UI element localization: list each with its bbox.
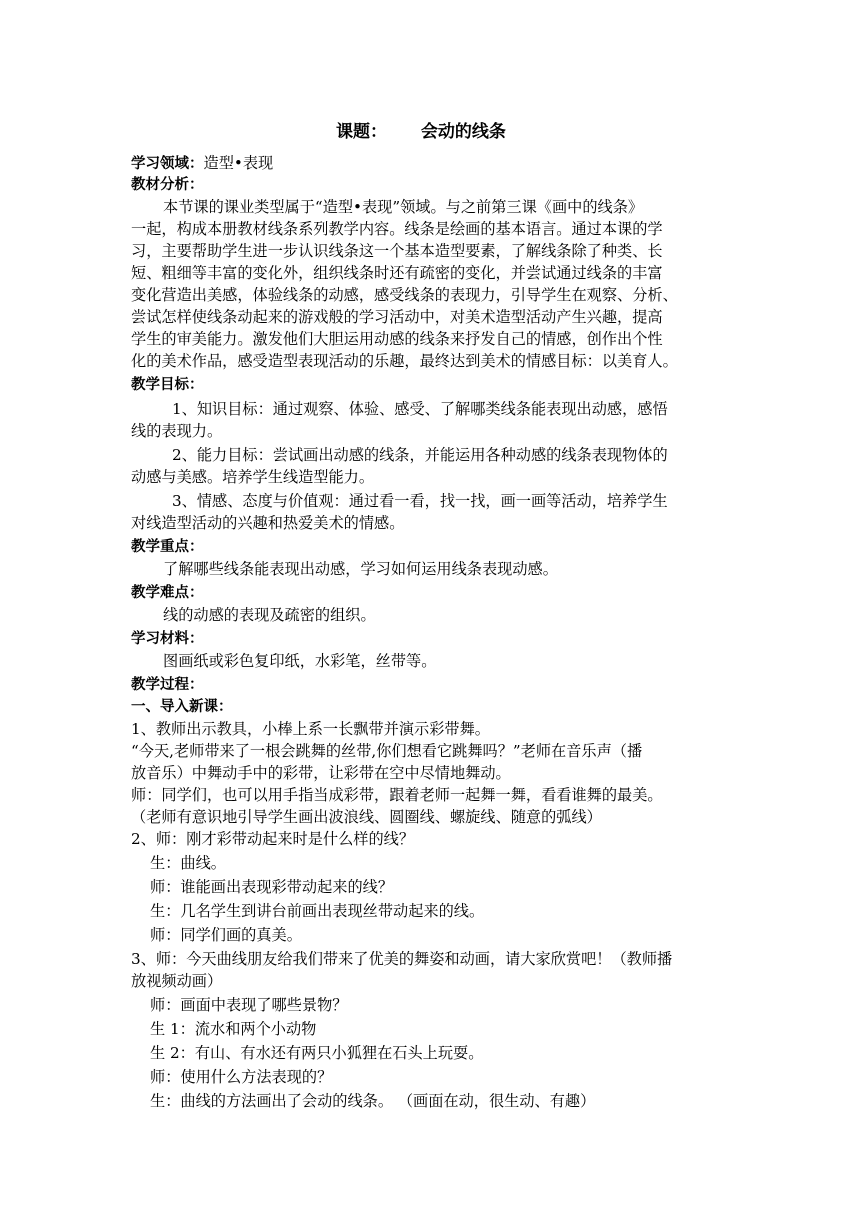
goals-heading: 教学目标： — [131, 377, 204, 393]
section-heading: 一、导入新课： — [131, 699, 233, 715]
process-line: （老师有意识地引导学生画出波浪线、圆圈线、螺旋线、随意的弧线） — [131, 808, 602, 826]
goal-line: 1、知识目标：通过观察、体验、感受、了解哪类线条能表现出动感，感悟 — [172, 400, 668, 418]
process-line: 1、教师出示教具，小棒上系一长飘带并演示彩带舞。 — [131, 720, 490, 738]
title-label: 课题： — [336, 122, 387, 142]
analysis-line: 变化营造出美感，体验线条的动感，感受线条的表现力，引导学生在观察、分析、 — [131, 286, 678, 304]
goal-line: 2、能力目标：尝试画出动感的线条，并能运用各种动感的线条表现物体的 — [172, 446, 668, 464]
dialog-line: 生 1：流水和两个小动物 — [150, 1020, 317, 1038]
difficulty-heading: 教学难点： — [131, 585, 204, 601]
dialog-line: 师：使用什么方法表现的？ — [150, 1068, 333, 1086]
dialog-line: 师：画面中表现了哪些景物？ — [150, 996, 348, 1014]
title-topic: 会动的线条 — [420, 122, 506, 142]
field-row — [131, 152, 731, 174]
goal-line: 线的表现力。 — [131, 422, 223, 440]
keypoint-text: 了解哪些线条能表现出动感，学习如何运用线条表现动感。 — [163, 560, 558, 578]
goal-line: 对线造型活动的兴趣和热爱美术的情感。 — [131, 514, 405, 532]
analysis-line: 本节课的课业类型属于“造型•表现”领域。与之前第三课《画中的线条》 — [163, 198, 644, 216]
materials-heading: 学习材料： — [131, 631, 204, 647]
process-line: 放视频动画） — [131, 972, 223, 990]
dialog-line: 生：几名学生到讲台前画出表现丝带动起来的线。 — [150, 902, 485, 920]
field-value: 造型•表现 — [203, 154, 274, 172]
dialog-line: 师：同学们画的真美。 — [150, 926, 302, 944]
analysis-line: 化的美术作品，感受造型表现活动的乐趣，最终达到美术的情感目标：以美育人。 — [131, 352, 678, 370]
dialog-line: 师：谁能画出表现彩带动起来的线？ — [150, 878, 393, 896]
dialog-line: 生：曲线的方法画出了会动的线条。 （画面在动，很生动、有趣） — [150, 1092, 596, 1110]
dialog-line: 生 2：有山、有水还有两只小狐狸在石头上玩耍。 — [150, 1044, 484, 1062]
process-line: “今天,老师带来了一根会跳舞的丝带,你们想看它跳舞吗？”老师在音乐声（播 — [131, 742, 643, 760]
keypoint-heading: 教学重点： — [131, 539, 204, 555]
analysis-line: 学生的审美能力。激发他们大胆运用动感的线条来抒发自己的情感，创作出个性 — [131, 330, 663, 348]
process-line: 师：同学们，也可以用手指当成彩带，跟着老师一起舞一舞，看看谁舞的最美。 — [131, 786, 663, 804]
analysis-line: 短、粗细等丰富的变化外，组织线条时还有疏密的变化，并尝试通过线条的丰富 — [131, 264, 663, 282]
analysis-line: 习，主要帮助学生进一步认识线条这一个基本造型要素，了解线条除了种类、长 — [131, 242, 663, 260]
materials-text: 图画纸或彩色复印纸，水彩笔，丝带等。 — [163, 652, 437, 670]
analysis-heading: 教材分析： — [131, 177, 204, 193]
process-line: 2、师：刚才彩带动起来时是什么样的线？ — [131, 830, 415, 848]
process-line: 3、师：今天曲线朋友给我们带来了优美的舞姿和动画，请大家欣赏吧！（教师播 — [131, 950, 673, 968]
goal-line: 3、情感、态度与价值观：通过看一看，找一找，画一画等活动，培养学生 — [172, 492, 668, 510]
process-line: 放音乐）中舞动手中的彩带，让彩带在空中尽情地舞动。 — [131, 764, 511, 782]
analysis-line: 一起，构成本册教材线条系列教学内容。线条是绘画的基本语言。通过本课的学 — [131, 220, 663, 238]
process-heading: 教学过程： — [131, 677, 204, 693]
dialog-line: 生：曲线。 — [150, 854, 226, 872]
analysis-line: 尝试怎样使线条动起来的游戏般的学习活动中，对美术造型活动产生兴趣，提高 — [131, 308, 663, 326]
goal-line: 动感与美感。培养学生线造型能力。 — [131, 468, 374, 486]
difficulty-text: 线的动感的表现及疏密的组织。 — [163, 606, 376, 624]
page-title — [336, 117, 506, 142]
field-label: 学习领域： — [131, 156, 204, 172]
